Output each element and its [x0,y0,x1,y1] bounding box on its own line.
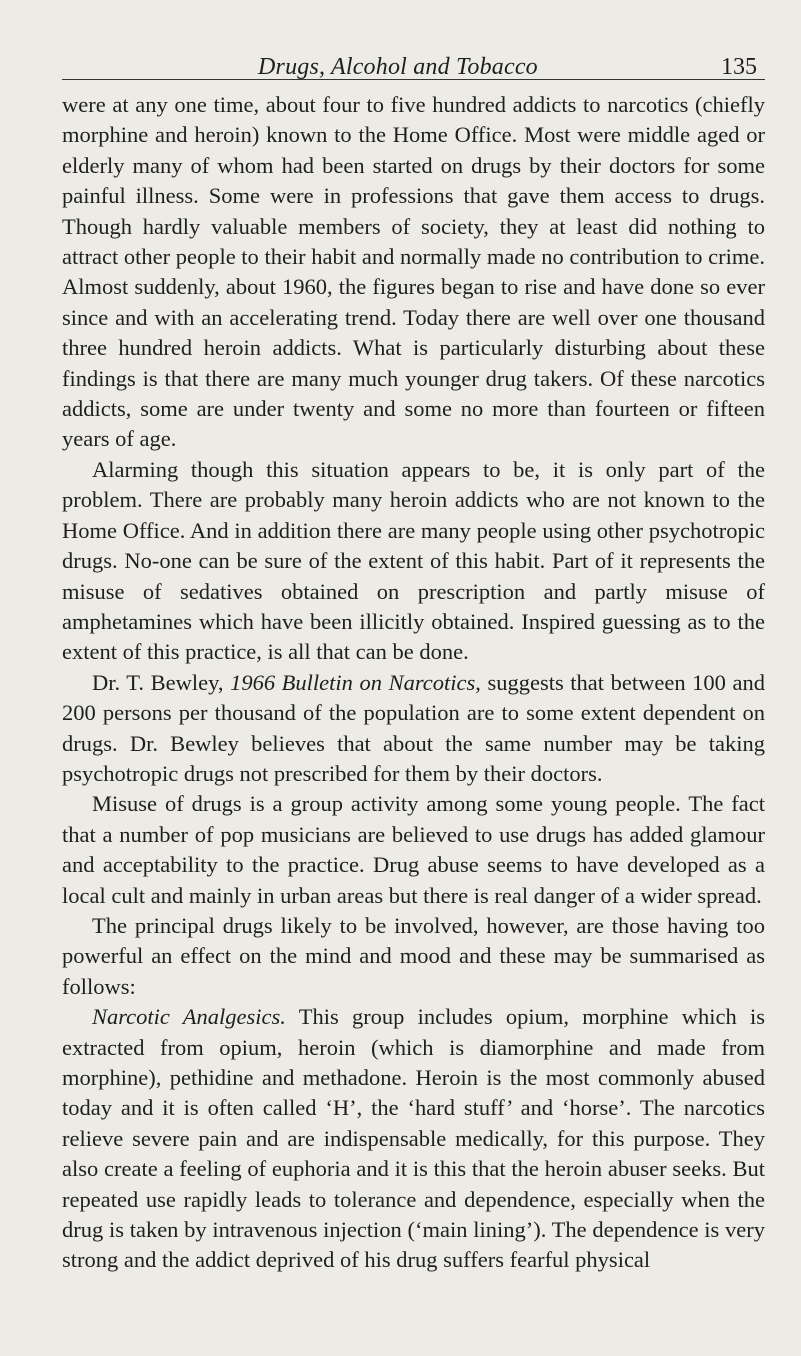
page-number: 135 [721,54,757,80]
paragraph-5: The principal drugs likely to be involved, however, are those having too powerful an effect on the mind and mood and these may be summarised as follows: [62,912,765,999]
paragraph-6-body: This group includes opium, morphine which is extracted from opium, heroin (which is diamorphine and made from morphine), pethidine and methadone. Heroin is the most commonly abused today and it is often called ‘H’, the ‘hard stuff’ and ‘horse’. The narcotics relieve severe pain and are indispensable medically, for this purpose. They also create a feeling of euphoria and it is this that the heroin abuser seeks. But repeated use rapidly leads to tolerance and dependence, especially when the drug is taken by intravenous injection (‘main lining’). The dependence is very strong and the addict deprived of his drug suffers fearful physical [62,1004,765,1273]
section-heading-narcotic-analgesics: Narcotic Analgesics. [92,1004,286,1030]
paragraph-2: Alarming though this situation appears to be, it is only part of the problem. There are probably many heroin addicts who are not known to the Home Office. And in addition there are many people using other psychotropic drugs. No-one can be sure of the extent of this habit. Part of it represents the misuse of sedatives obtained on prescription and partly misuse of amphetamines which have been illicitly obtained. Inspired guessing as to the extent of this practice, is all that can be done. [62,456,765,665]
running-header [62,0,765,80]
paragraph-3-lead: Dr. T. Bewley, [92,669,231,695]
body-text [62,80,765,1276]
paragraph-4: Misuse of drugs is a group activity among some young people. The fact that a number of pop musicians are believed to use drugs has added glamour and acceptability to the practice. Drug abuse seems to have developed as a local cult and mainly in urban areas but there is real danger of a wider spread. [62,791,765,908]
paragraph-3 [62,668,765,790]
paragraph-3-rest: , suggests that between 100 and 200 persons per thousand of the population are to some extent dependent on drugs. Dr. Bewley believes that about the same number may be taking psychotropic drugs not prescribed for them by their doctors. [62,669,765,786]
paragraph-1: were at any one time, about four to five hundred addicts to narcotics (chiefly morphine and heroin) known to the Home Office. Most were middle aged or elderly many of whom had been started on drugs by their doctors for some painful illness. Some were in professions that gave them access to drugs. Though hardly valuable members of society, they at least did nothing to attract other people to their habit and normally made no contribution to crime. Almost suddenly, about 1960, the figures began to rise and have done so ever since and with an accelerating trend. Today there are well over one thousand three hundred heroin addicts. What is particularly disturbing about these findings is that there are many much younger drug takers. Of these narcotics addicts, some are under twenty and some no more than fourteen or fifteen years of age. [62,92,765,452]
running-title: Drugs, Alcohol and Tobacco [258,54,538,80]
bulletin-citation: 1966 Bulletin on Narcotics [230,669,476,695]
paragraph-6 [62,1002,765,1276]
